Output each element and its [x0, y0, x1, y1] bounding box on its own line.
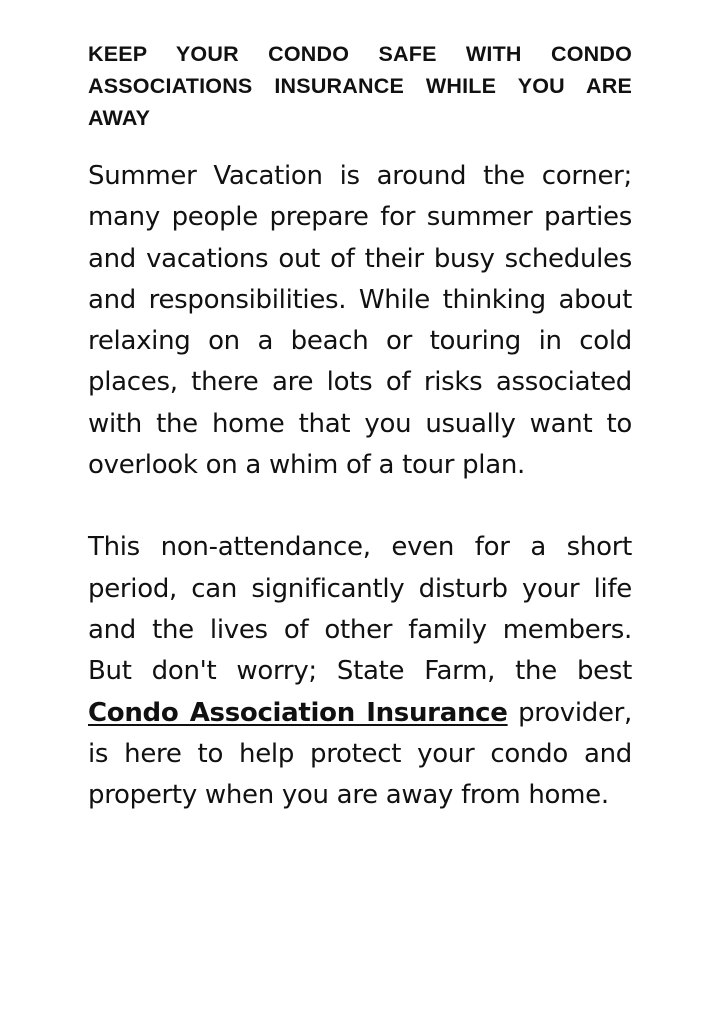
paragraph-text-before-link: This non-attendance, even for a short period, can significantly disturb your life and the lives of other family members. But don't worry; State Farm, the best	[88, 532, 632, 687]
document-title: KEEP YOUR CONDO SAFE WITH CONDO ASSOCIATIONS INSURANCE WHILE YOU ARE AWAY	[88, 42, 632, 130]
paragraph-summer-vacation: Summer Vacation is around the corner; many people prepare for summer parties and vacations out of their busy schedules and responsibilities. While thinking about relaxing on a beach or touring in cold places, there are lots of risks associated with the home that you usually want to overlook on a whim of a tour plan.	[88, 161, 632, 481]
condo-association-insurance-link[interactable]: Condo Association Insurance	[88, 697, 508, 728]
document-page	[88, 38, 632, 816]
paragraph-text-after-link: provider, is here to help protect your condo and property when you are away from home.	[88, 697, 632, 811]
paragraph-non-attendance	[88, 527, 632, 816]
